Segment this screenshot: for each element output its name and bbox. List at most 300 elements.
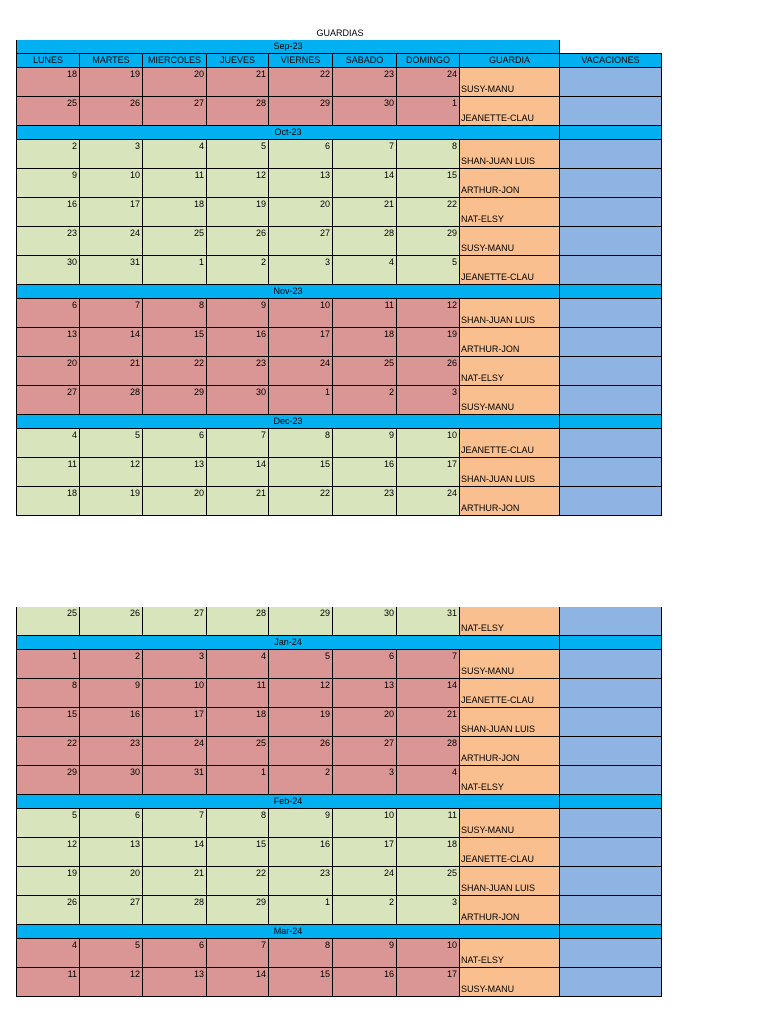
column-header[interactable]: JUEVES bbox=[207, 54, 269, 68]
guardia-name: ARTHUR-JON bbox=[461, 753, 520, 763]
day-cell[interactable]: 2 bbox=[333, 386, 397, 415]
day-cell[interactable]: 29 bbox=[269, 97, 333, 126]
day-cell[interactable]: 15 bbox=[16, 708, 80, 737]
vacaciones-cell[interactable] bbox=[560, 328, 662, 357]
day-cell[interactable]: 27 bbox=[333, 737, 397, 766]
day-cell[interactable]: 30 bbox=[207, 386, 269, 415]
guardia-cell[interactable] bbox=[460, 169, 560, 198]
day-cell[interactable]: 20 bbox=[16, 357, 80, 386]
week-row bbox=[16, 198, 662, 227]
day-cell[interactable]: 8 bbox=[397, 140, 460, 169]
day-cell[interactable]: 14 bbox=[333, 169, 397, 198]
guardia-name: NAT-ELSY bbox=[461, 955, 504, 965]
vacaciones-cell[interactable] bbox=[560, 458, 662, 487]
week-row bbox=[16, 809, 662, 838]
day-cell[interactable]: 23 bbox=[207, 357, 269, 386]
month-label[interactable]: Jan-24 bbox=[16, 636, 560, 650]
guardia-name: SUSY-MANU bbox=[461, 666, 515, 676]
day-cell[interactable]: 15 bbox=[397, 169, 460, 198]
day-cell[interactable]: 30 bbox=[80, 766, 143, 795]
day-cell[interactable]: 2 bbox=[16, 140, 80, 169]
day-cell[interactable]: 26 bbox=[269, 737, 333, 766]
month-label[interactable]: Nov-23 bbox=[16, 285, 560, 299]
vacaciones-cell[interactable] bbox=[560, 357, 662, 386]
guardia-cell[interactable] bbox=[460, 140, 560, 169]
day-cell[interactable]: 22 bbox=[207, 867, 269, 896]
day-cell[interactable]: 18 bbox=[333, 328, 397, 357]
column-header[interactable]: MARTES bbox=[80, 54, 143, 68]
day-cell[interactable]: 13 bbox=[269, 169, 333, 198]
day-cell[interactable]: 3 bbox=[397, 386, 460, 415]
vacaciones-cell[interactable] bbox=[560, 68, 662, 97]
day-cell[interactable]: 26 bbox=[80, 97, 143, 126]
guardia-cell[interactable] bbox=[460, 809, 560, 838]
vacaciones-cell[interactable] bbox=[560, 169, 662, 198]
day-cell[interactable]: 28 bbox=[333, 227, 397, 256]
day-cell[interactable]: 31 bbox=[143, 766, 207, 795]
day-cell[interactable]: 12 bbox=[207, 169, 269, 198]
day-cell[interactable]: 25 bbox=[333, 357, 397, 386]
day-cell[interactable]: 15 bbox=[269, 458, 333, 487]
day-cell[interactable]: 9 bbox=[207, 299, 269, 328]
week-row bbox=[16, 867, 662, 896]
day-cell[interactable]: 2 bbox=[207, 256, 269, 285]
vacaciones-cell[interactable] bbox=[560, 737, 662, 766]
day-cell[interactable]: 7 bbox=[207, 939, 269, 968]
column-header[interactable]: DOMINGO bbox=[397, 54, 460, 68]
day-cell[interactable]: 18 bbox=[207, 708, 269, 737]
month-row bbox=[16, 636, 662, 650]
day-cell[interactable]: 28 bbox=[207, 607, 269, 636]
day-cell[interactable]: 18 bbox=[16, 487, 80, 516]
day-cell[interactable]: 29 bbox=[143, 386, 207, 415]
vacaciones-cell[interactable] bbox=[560, 809, 662, 838]
day-cell[interactable]: 13 bbox=[143, 458, 207, 487]
week-row bbox=[16, 299, 662, 328]
day-cell[interactable]: 1 bbox=[397, 97, 460, 126]
guardia-cell[interactable] bbox=[460, 737, 560, 766]
guardia-name: SUSY-MANU bbox=[461, 84, 515, 94]
day-cell[interactable]: 2 bbox=[80, 650, 143, 679]
day-cell[interactable]: 11 bbox=[16, 458, 80, 487]
guardia-cell[interactable] bbox=[460, 429, 560, 458]
guardia-cell[interactable] bbox=[460, 968, 560, 997]
day-cell[interactable]: 1 bbox=[143, 256, 207, 285]
week-row bbox=[16, 487, 662, 516]
month-label[interactable]: Oct-23 bbox=[16, 126, 560, 140]
day-cell[interactable]: 19 bbox=[80, 68, 143, 97]
day-cell[interactable]: 10 bbox=[397, 429, 460, 458]
vacaciones-cell[interactable] bbox=[560, 429, 662, 458]
day-cell[interactable]: 20 bbox=[143, 68, 207, 97]
day-cell[interactable]: 1 bbox=[269, 386, 333, 415]
day-cell[interactable]: 3 bbox=[143, 650, 207, 679]
week-row bbox=[16, 458, 662, 487]
day-cell[interactable]: 11 bbox=[397, 809, 460, 838]
day-cell[interactable]: 25 bbox=[397, 867, 460, 896]
day-cell[interactable]: 27 bbox=[80, 896, 143, 925]
day-cell[interactable]: 13 bbox=[143, 968, 207, 997]
week-row bbox=[16, 737, 662, 766]
guardia-cell[interactable] bbox=[460, 939, 560, 968]
vacaciones-cell[interactable] bbox=[560, 487, 662, 516]
vacaciones-month-cell[interactable] bbox=[560, 925, 662, 939]
day-cell[interactable]: 17 bbox=[397, 458, 460, 487]
guardia-cell[interactable] bbox=[460, 458, 560, 487]
column-header[interactable]: LUNES bbox=[16, 54, 80, 68]
day-cell[interactable]: 19 bbox=[397, 328, 460, 357]
week-row bbox=[16, 357, 662, 386]
day-cell[interactable]: 7 bbox=[207, 429, 269, 458]
vacaciones-cell[interactable] bbox=[560, 299, 662, 328]
vacaciones-cell[interactable] bbox=[560, 256, 662, 285]
day-cell[interactable]: 1 bbox=[207, 766, 269, 795]
day-cell[interactable]: 20 bbox=[333, 708, 397, 737]
week-row bbox=[16, 328, 662, 357]
day-cell[interactable]: 6 bbox=[80, 809, 143, 838]
day-cell[interactable]: 9 bbox=[333, 429, 397, 458]
week-row bbox=[16, 227, 662, 256]
day-cell[interactable]: 25 bbox=[143, 227, 207, 256]
day-cell[interactable]: 5 bbox=[269, 650, 333, 679]
day-cell[interactable]: 22 bbox=[269, 487, 333, 516]
guardia-cell[interactable] bbox=[460, 896, 560, 925]
day-cell[interactable]: 25 bbox=[16, 607, 80, 636]
day-cell[interactable]: 26 bbox=[16, 896, 80, 925]
day-cell[interactable]: 4 bbox=[397, 766, 460, 795]
guardia-cell[interactable] bbox=[460, 386, 560, 415]
day-cell[interactable]: 12 bbox=[80, 458, 143, 487]
day-cell[interactable]: 15 bbox=[207, 838, 269, 867]
day-cell[interactable]: 15 bbox=[143, 328, 207, 357]
day-cell[interactable]: 8 bbox=[207, 809, 269, 838]
vacaciones-cell[interactable] bbox=[560, 607, 662, 636]
week-row bbox=[16, 386, 662, 415]
day-cell[interactable]: 7 bbox=[143, 809, 207, 838]
day-cell[interactable]: 21 bbox=[80, 357, 143, 386]
day-cell[interactable]: 4 bbox=[207, 650, 269, 679]
week-row bbox=[16, 607, 662, 636]
week-row bbox=[16, 140, 662, 169]
guardia-name: SHAN-JUAN LUIS bbox=[461, 474, 536, 484]
guardia-cell[interactable] bbox=[460, 838, 560, 867]
day-cell[interactable]: 4 bbox=[333, 256, 397, 285]
day-cell[interactable]: 4 bbox=[16, 429, 80, 458]
day-cell[interactable]: 25 bbox=[207, 737, 269, 766]
day-cell[interactable]: 16 bbox=[80, 708, 143, 737]
day-cell[interactable]: 23 bbox=[80, 737, 143, 766]
vacaciones-cell[interactable] bbox=[560, 939, 662, 968]
day-cell[interactable]: 16 bbox=[16, 198, 80, 227]
column-header-row bbox=[16, 54, 662, 68]
vacaciones-cell[interactable] bbox=[560, 650, 662, 679]
day-cell[interactable]: 23 bbox=[333, 487, 397, 516]
day-cell[interactable]: 5 bbox=[80, 939, 143, 968]
day-cell[interactable]: 11 bbox=[16, 968, 80, 997]
day-cell[interactable]: 16 bbox=[333, 968, 397, 997]
day-cell[interactable]: 22 bbox=[397, 198, 460, 227]
day-cell[interactable]: 30 bbox=[333, 607, 397, 636]
day-cell[interactable]: 21 bbox=[397, 708, 460, 737]
day-cell[interactable]: 7 bbox=[80, 299, 143, 328]
week-row bbox=[16, 256, 662, 285]
day-cell[interactable]: 20 bbox=[143, 487, 207, 516]
day-cell[interactable]: 8 bbox=[269, 429, 333, 458]
day-cell[interactable]: 10 bbox=[80, 169, 143, 198]
day-cell[interactable]: 27 bbox=[143, 607, 207, 636]
vacaciones-cell[interactable] bbox=[560, 838, 662, 867]
day-cell[interactable]: 24 bbox=[143, 737, 207, 766]
guardia-name: ARTHUR-JON bbox=[461, 912, 520, 922]
day-cell[interactable]: 27 bbox=[16, 386, 80, 415]
day-cell[interactable]: 14 bbox=[143, 838, 207, 867]
vacaciones-cell[interactable] bbox=[560, 140, 662, 169]
day-cell[interactable]: 24 bbox=[397, 68, 460, 97]
day-cell[interactable]: 31 bbox=[80, 256, 143, 285]
day-cell[interactable]: 10 bbox=[397, 939, 460, 968]
guardia-cell[interactable] bbox=[460, 679, 560, 708]
day-cell[interactable]: 21 bbox=[207, 487, 269, 516]
vacaciones-cell[interactable] bbox=[560, 97, 662, 126]
guardia-cell[interactable] bbox=[460, 97, 560, 126]
day-cell[interactable]: 19 bbox=[16, 867, 80, 896]
day-cell[interactable]: 17 bbox=[80, 198, 143, 227]
day-cell[interactable]: 17 bbox=[269, 328, 333, 357]
day-cell[interactable]: 18 bbox=[143, 198, 207, 227]
day-cell[interactable]: 11 bbox=[207, 679, 269, 708]
day-cell[interactable]: 19 bbox=[207, 198, 269, 227]
day-cell[interactable]: 22 bbox=[269, 68, 333, 97]
vacaciones-cell[interactable] bbox=[560, 679, 662, 708]
month-label[interactable]: Feb-24 bbox=[16, 795, 560, 809]
guardia-cell[interactable] bbox=[460, 227, 560, 256]
guardia-name: SHAN-JUAN LUIS bbox=[461, 724, 536, 734]
guardia-name: SUSY-MANU bbox=[461, 825, 515, 835]
day-cell[interactable]: 18 bbox=[16, 68, 80, 97]
day-cell[interactable]: 11 bbox=[333, 299, 397, 328]
day-cell[interactable]: 22 bbox=[16, 737, 80, 766]
day-cell[interactable]: 9 bbox=[333, 939, 397, 968]
guardia-cell[interactable] bbox=[460, 68, 560, 97]
day-cell[interactable]: 6 bbox=[333, 650, 397, 679]
guardia-cell[interactable] bbox=[460, 198, 560, 227]
day-cell[interactable]: 27 bbox=[143, 97, 207, 126]
day-cell[interactable]: 8 bbox=[16, 679, 80, 708]
guardia-name: SUSY-MANU bbox=[461, 984, 515, 994]
week-row bbox=[16, 708, 662, 737]
day-cell[interactable]: 21 bbox=[143, 867, 207, 896]
day-cell[interactable]: 31 bbox=[397, 607, 460, 636]
guardia-cell[interactable] bbox=[460, 607, 560, 636]
day-cell[interactable]: 3 bbox=[397, 896, 460, 925]
day-cell[interactable]: 17 bbox=[333, 838, 397, 867]
day-cell[interactable]: 14 bbox=[207, 458, 269, 487]
day-cell[interactable]: 11 bbox=[143, 169, 207, 198]
day-cell[interactable]: 4 bbox=[16, 939, 80, 968]
guardia-name: SUSY-MANU bbox=[461, 402, 515, 412]
column-header[interactable]: MIERCOLES bbox=[143, 54, 207, 68]
day-cell[interactable]: 24 bbox=[397, 487, 460, 516]
day-cell[interactable]: 12 bbox=[397, 299, 460, 328]
day-cell[interactable]: 14 bbox=[397, 679, 460, 708]
day-cell[interactable]: 23 bbox=[16, 227, 80, 256]
day-cell[interactable]: 13 bbox=[80, 838, 143, 867]
column-header[interactable]: VIERNES bbox=[269, 54, 333, 68]
day-cell[interactable]: 1 bbox=[269, 896, 333, 925]
guardia-name: NAT-ELSY bbox=[461, 623, 504, 633]
guardia-cell[interactable] bbox=[460, 867, 560, 896]
day-cell[interactable]: 28 bbox=[80, 386, 143, 415]
day-cell[interactable]: 29 bbox=[207, 896, 269, 925]
day-cell[interactable]: 16 bbox=[207, 328, 269, 357]
week-row bbox=[16, 650, 662, 679]
guardia-name: NAT-ELSY bbox=[461, 214, 504, 224]
vacaciones-cell[interactable] bbox=[560, 968, 662, 997]
day-cell[interactable]: 19 bbox=[80, 487, 143, 516]
day-cell[interactable]: 8 bbox=[269, 939, 333, 968]
guardia-name: ARTHUR-JON bbox=[461, 503, 520, 513]
guardia-name: JEANETTE-CLAU bbox=[461, 445, 535, 455]
guardia-cell[interactable] bbox=[460, 328, 560, 357]
day-cell[interactable]: 2 bbox=[333, 896, 397, 925]
guardia-cell[interactable] bbox=[460, 299, 560, 328]
day-cell[interactable]: 5 bbox=[16, 809, 80, 838]
day-cell[interactable]: 19 bbox=[269, 708, 333, 737]
day-cell[interactable]: 27 bbox=[269, 227, 333, 256]
vacaciones-month-cell[interactable] bbox=[560, 126, 662, 140]
column-header[interactable]: VACACIONES bbox=[560, 54, 662, 68]
day-cell[interactable]: 3 bbox=[80, 140, 143, 169]
guardia-name: SHAN-JUAN LUIS bbox=[461, 883, 536, 893]
column-header[interactable]: GUARDIA bbox=[460, 54, 560, 68]
day-cell[interactable]: 6 bbox=[143, 939, 207, 968]
day-cell[interactable]: 28 bbox=[207, 97, 269, 126]
guardia-name: SHAN-JUAN LUIS bbox=[461, 315, 536, 325]
day-cell[interactable]: 24 bbox=[269, 357, 333, 386]
day-cell[interactable]: 13 bbox=[333, 679, 397, 708]
vacaciones-cell[interactable] bbox=[560, 708, 662, 737]
vacaciones-month-cell[interactable] bbox=[560, 636, 662, 650]
day-cell[interactable]: 10 bbox=[269, 299, 333, 328]
guardia-name: ARTHUR-JON bbox=[461, 344, 520, 354]
day-cell[interactable]: 8 bbox=[143, 299, 207, 328]
day-cell[interactable]: 29 bbox=[269, 607, 333, 636]
vacaciones-cell[interactable] bbox=[560, 386, 662, 415]
vacaciones-cell[interactable] bbox=[560, 896, 662, 925]
day-cell[interactable]: 24 bbox=[333, 867, 397, 896]
day-cell[interactable]: 9 bbox=[269, 809, 333, 838]
guardia-cell[interactable] bbox=[460, 256, 560, 285]
day-cell[interactable]: 17 bbox=[143, 708, 207, 737]
day-cell[interactable]: 5 bbox=[397, 256, 460, 285]
day-cell[interactable]: 6 bbox=[269, 140, 333, 169]
guardia-name: NAT-ELSY bbox=[461, 782, 504, 792]
guardia-cell[interactable] bbox=[460, 487, 560, 516]
day-cell[interactable]: 25 bbox=[16, 97, 80, 126]
day-cell[interactable]: 24 bbox=[80, 227, 143, 256]
day-cell[interactable]: 4 bbox=[143, 140, 207, 169]
day-cell[interactable]: 6 bbox=[143, 429, 207, 458]
day-cell[interactable]: 9 bbox=[80, 679, 143, 708]
day-cell[interactable]: 23 bbox=[269, 867, 333, 896]
day-cell[interactable]: 29 bbox=[397, 227, 460, 256]
day-cell[interactable]: 16 bbox=[333, 458, 397, 487]
day-cell[interactable]: 7 bbox=[333, 140, 397, 169]
vacaciones-month-cell[interactable] bbox=[560, 795, 662, 809]
day-cell[interactable]: 20 bbox=[269, 198, 333, 227]
day-cell[interactable]: 14 bbox=[80, 328, 143, 357]
vacaciones-month-cell[interactable] bbox=[560, 285, 662, 299]
day-cell[interactable]: 5 bbox=[207, 140, 269, 169]
calendar-block-2 bbox=[16, 607, 662, 997]
day-cell[interactable]: 12 bbox=[269, 679, 333, 708]
day-cell[interactable]: 23 bbox=[333, 68, 397, 97]
day-cell[interactable]: 9 bbox=[16, 169, 80, 198]
vacaciones-cell[interactable] bbox=[560, 766, 662, 795]
guardia-name: JEANETTE-CLAU bbox=[461, 854, 535, 864]
day-cell[interactable]: 6 bbox=[16, 299, 80, 328]
guardia-cell[interactable] bbox=[460, 650, 560, 679]
month-label[interactable]: Mar-24 bbox=[16, 925, 560, 939]
guardia-cell[interactable] bbox=[460, 357, 560, 386]
day-cell[interactable]: 7 bbox=[397, 650, 460, 679]
vacaciones-month-cell[interactable] bbox=[560, 40, 662, 54]
day-cell[interactable]: 12 bbox=[16, 838, 80, 867]
day-cell[interactable]: 30 bbox=[333, 97, 397, 126]
day-cell[interactable]: 22 bbox=[143, 357, 207, 386]
day-cell[interactable]: 3 bbox=[269, 256, 333, 285]
day-cell[interactable]: 2 bbox=[269, 766, 333, 795]
day-cell[interactable]: 1 bbox=[16, 650, 80, 679]
day-cell[interactable]: 5 bbox=[80, 429, 143, 458]
day-cell[interactable]: 18 bbox=[397, 838, 460, 867]
day-cell[interactable]: 15 bbox=[269, 968, 333, 997]
day-cell[interactable]: 10 bbox=[333, 809, 397, 838]
vacaciones-cell[interactable] bbox=[560, 227, 662, 256]
vacaciones-cell[interactable] bbox=[560, 198, 662, 227]
guardia-cell[interactable] bbox=[460, 766, 560, 795]
vacaciones-month-cell[interactable] bbox=[560, 415, 662, 429]
day-cell[interactable]: 21 bbox=[207, 68, 269, 97]
vacaciones-cell[interactable] bbox=[560, 867, 662, 896]
month-label[interactable]: Sep-23 bbox=[16, 40, 560, 54]
day-cell[interactable]: 16 bbox=[269, 838, 333, 867]
day-cell[interactable]: 14 bbox=[207, 968, 269, 997]
day-cell[interactable]: 28 bbox=[397, 737, 460, 766]
guardia-name: NAT-ELSY bbox=[461, 373, 504, 383]
day-cell[interactable]: 26 bbox=[397, 357, 460, 386]
guardia-cell[interactable] bbox=[460, 708, 560, 737]
day-cell[interactable]: 10 bbox=[143, 679, 207, 708]
calendar-block-1 bbox=[16, 40, 662, 516]
guardia-name: JEANETTE-CLAU bbox=[461, 272, 535, 282]
day-cell[interactable]: 13 bbox=[16, 328, 80, 357]
month-row bbox=[16, 285, 662, 299]
day-cell[interactable]: 30 bbox=[16, 256, 80, 285]
day-cell[interactable]: 3 bbox=[333, 766, 397, 795]
month-label[interactable]: Dec-23 bbox=[16, 415, 560, 429]
guardia-name: ARTHUR-JON bbox=[461, 185, 520, 195]
day-cell[interactable]: 17 bbox=[397, 968, 460, 997]
day-cell[interactable]: 20 bbox=[80, 867, 143, 896]
day-cell[interactable]: 21 bbox=[333, 198, 397, 227]
column-header[interactable]: SABADO bbox=[333, 54, 397, 68]
day-cell[interactable]: 26 bbox=[80, 607, 143, 636]
day-cell[interactable]: 12 bbox=[80, 968, 143, 997]
day-cell[interactable]: 28 bbox=[143, 896, 207, 925]
day-cell[interactable]: 26 bbox=[207, 227, 269, 256]
day-cell[interactable]: 29 bbox=[16, 766, 80, 795]
